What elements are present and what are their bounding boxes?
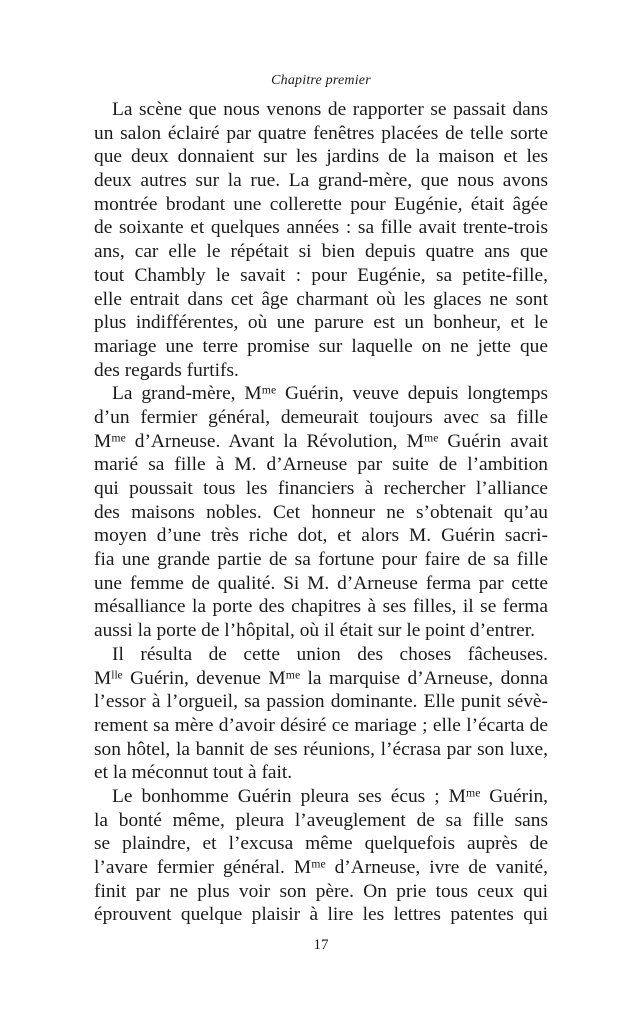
- text-line: d’un fermier général, demeurait toujours avec sa fille: [94, 406, 548, 428]
- text-line: marié sa fille à M. d’Arneuse par suite de l’ambition: [94, 454, 548, 476]
- text-line: son hôtel, la bannit de ses réunions, l’écrasa par son luxe,: [94, 738, 548, 760]
- text-line: se plaindre, et l’excusa même quelquefois auprès de: [94, 833, 548, 855]
- text-line: des maisons nobles. Cet honneur ne s’obtenait qu’au: [94, 501, 548, 523]
- body-text: [94, 98, 548, 927]
- text-line: de soixante et quelques années : sa fille avait trente-trois: [94, 217, 548, 239]
- text-line: mariage une terre promise sur laquelle on ne jette que: [94, 335, 548, 357]
- text-line: deux autres sur la rue. La grand-mère, que nous avons: [94, 170, 548, 192]
- text-line: Mˡˡᵉ Guérin, devenue Mᵐᵉ la marquise d’Arneuse, donna: [94, 667, 548, 689]
- text-line: Le bonhomme Guérin pleura ses écus ; Mᵐᵉ Guérin,: [112, 785, 548, 807]
- text-line: Il résulta de cette union des choses fâcheuses.: [112, 643, 548, 665]
- text-line: éprouvent quelque plaisir à lire les lettres patentes qui: [94, 904, 548, 926]
- text-line: La scène que nous venons de rapporter se passait dans: [112, 99, 548, 120]
- text-line: ans, car elle le répétait si bien depuis quatre ans que: [94, 241, 548, 263]
- text-line: mésalliance la porte des chapitres à ses filles, il se ferma: [94, 596, 548, 618]
- text-line: Mᵐᵉ d’Arneuse. Avant la Révolution, Mᵐᵉ Guérin avait: [94, 430, 548, 452]
- text-line: l’essor à l’orgueil, sa passion dominante. Elle punit sévè-: [94, 691, 548, 713]
- text-line: plus indifférentes, où une parure est un bonheur, et le: [94, 312, 548, 334]
- text-line: rement sa mère d’avoir désiré ce mariage ; elle l’écarta de: [94, 714, 548, 736]
- text-line: l’avare fermier général. Mᵐᵉ d’Arneuse, ivre de vanité,: [94, 857, 548, 878]
- text-line: aussi la porte de l’hôpital, où il était sur le point d’entrer.: [94, 620, 536, 642]
- text-line: que deux donnaient sur les jardins de la maison et les: [94, 146, 548, 168]
- text-line: la bonté même, pleura l’aveuglement de sa fille sans: [94, 809, 548, 831]
- text-line: tout Chambly le savait : pour Eugénie, sa petite-fille,: [94, 264, 548, 286]
- text-line: finit par ne plus voir son père. On prie tous ceux qui: [94, 880, 548, 902]
- text-line: La grand-mère, Mᵐᵉ Guérin, veuve depuis longtemps: [112, 383, 548, 405]
- text-line: elle entrait dans cet âge charmant où les glaces ne sont: [94, 288, 548, 310]
- book-page: [94, 0, 548, 1024]
- page-number: 17: [313, 937, 329, 953]
- text-line: fia une grande partie de sa fortune pour faire de sa fille: [94, 549, 548, 571]
- text-line: montrée brodant une collerette pour Eugénie, était âgée: [94, 193, 548, 215]
- running-head: Chapitre premier: [271, 73, 371, 88]
- text-line: et la méconnut tout à fait.: [94, 762, 293, 784]
- text-line: moyen d’une très riche dot, et alors M. Guérin sacri-: [94, 525, 548, 547]
- text-line: une femme de qualité. Si M. d’Arneuse ferma par cette: [94, 572, 548, 594]
- text-line: des regards furtifs.: [94, 359, 239, 381]
- text-line: qui poussait tous les financiers à rechercher l’alliance: [94, 478, 548, 499]
- text-line: un salon éclairé par quatre fenêtres placées de telle sorte: [94, 122, 548, 144]
